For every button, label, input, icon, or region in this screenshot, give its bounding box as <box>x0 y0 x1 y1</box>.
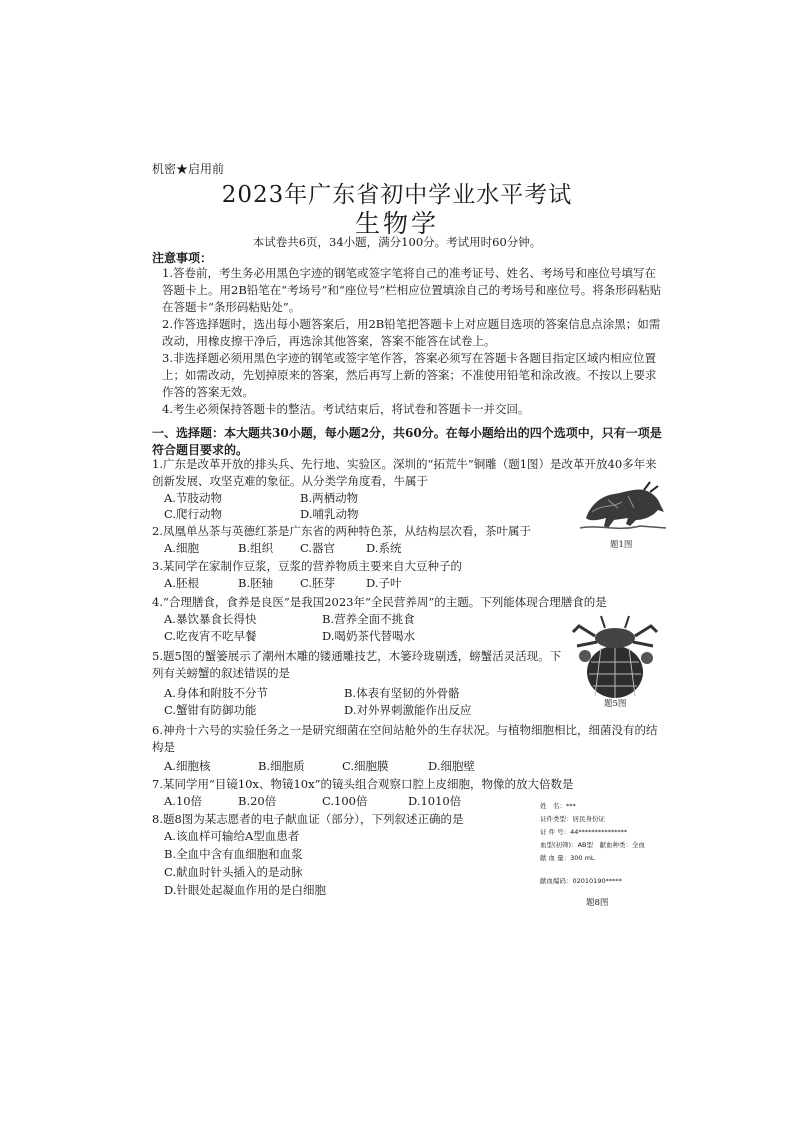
q4-option-b: B.营养全面不挑食 <box>322 612 415 626</box>
q7-option-b: B.20倍 <box>238 794 277 808</box>
q7-option-a: A.10倍 <box>164 794 203 808</box>
q5-option-a: A.身体和附肢不分节 <box>164 686 268 700</box>
notes-heading: 注意事项： <box>152 251 213 265</box>
q8-option-b: B.全血中含有血细胞和血浆 <box>164 847 303 861</box>
question-1-stem: 1.广东是改革开放的排头兵、先行地、实验区。深圳的“拓荒牛”铜雕（题1图）是改革开放40多年来创新发展、攻坚克难的象征。从分类学角度看，牛属于 <box>152 457 657 488</box>
q6-option-b: B.细胞质 <box>258 759 305 773</box>
exam-meta: 本试卷共6页，34小题，满分100分。考试用时60分钟。 <box>252 235 542 249</box>
blood-donation-card-figure <box>540 800 660 888</box>
q5-option-d: D.对外界刺激能作出反应 <box>344 703 472 717</box>
confidential-label: 机密★启用前 <box>152 162 225 176</box>
note-2: 2.作答选择题时，选出每小题答案后，用2B铅笔把答题卡上对应题目选项的答案信息点涂黑；如需改动，用橡皮擦干净后，再选涂其他答案，答案不能答在试卷上。 <box>162 317 661 348</box>
question-4-stem: 4.“合理膳食，食养是良医”是我国2023年“全民营养周”的主题。下列能体现合理膳食的是 <box>152 595 607 609</box>
q7-option-c: C.100倍 <box>322 794 368 808</box>
question-2-stem: 2.凤凰单丛茶与英德红茶是广东省的两种特色茶，从结构层次看，茶叶属于 <box>152 524 531 538</box>
bull-sculpture-figure <box>578 478 668 534</box>
note-4: 4.考生必须保持答题卡的整洁。考试结束后，将试卷和答题卡一并交回。 <box>162 402 530 416</box>
q2-option-d: D.系统 <box>366 541 402 555</box>
q3-option-d: D.子叶 <box>366 576 402 590</box>
question-8-stem: 8.题8图为某志愿者的电子献血证（部分），下列叙述正确的是 <box>152 812 464 826</box>
q2-option-c: C.器官 <box>300 541 336 555</box>
section-heading: 一、选择题：本大题共30小题，每小题2分，共60分。在每小题给出的四个选项中，只有一项是符合题目要求的。 <box>152 426 662 457</box>
card-id-number: 证 件 号：44*************** <box>540 828 628 836</box>
q4-option-d: D.喝奶茶代替喝水 <box>322 629 415 643</box>
q7-option-d: D.1010倍 <box>408 794 462 808</box>
subject-title: 生物学 <box>354 209 439 238</box>
figure-8-caption: 题8图 <box>586 898 609 908</box>
card-name: 姓 名：*** <box>540 802 576 810</box>
q6-option-a: A.细胞核 <box>164 759 211 773</box>
q8-option-d: D.针眼处起凝血作用的是白细胞 <box>164 883 326 897</box>
q2-option-b: B.组织 <box>238 541 274 555</box>
q1-option-d: D.哺乳动物 <box>300 507 359 521</box>
card-volume: 献 血 量：300 mL <box>540 854 595 862</box>
q1-option-a: A.节肢动物 <box>164 491 222 505</box>
note-3: 3.非选择题必须用黑色字迹的钢笔或签字笔作答，答案必须写在答题卡各题目指定区域内相应位置上；如需改动，先划掉原来的答案，然后再写上新的答案；不准使用铅笔和涂改液。不按以上要求作答的答案无效。 <box>162 351 657 399</box>
q3-option-b: B.胚轴 <box>238 576 274 590</box>
figure-1-caption: 题1图 <box>610 540 633 550</box>
q3-option-a: A.胚根 <box>164 576 199 590</box>
q3-option-c: C.胚芽 <box>300 576 336 590</box>
question-7-stem: 7.某同学用“目镜10x、物镜10x”的镜头组合观察口腔上皮细胞，物像的放大倍数是 <box>152 777 574 791</box>
q5-option-b: B.体表有坚韧的外骨骼 <box>344 686 460 700</box>
q6-option-d: D.细胞壁 <box>428 759 475 773</box>
q8-option-c: C.献血时针头插入的是动脉 <box>164 865 303 879</box>
crab-basket-figure <box>565 612 665 702</box>
q1-option-c: C.爬行动物 <box>164 507 223 521</box>
card-donation-code: 献血编码：02010190***** <box>540 877 622 885</box>
q4-option-a: A.暴饮暴食长得快 <box>164 612 257 626</box>
question-6-stem: 6.神舟十六号的实验任务之一是研究细菌在空间站舱外的生存状况。与植物细胞相比，细菌没有的结构是 <box>152 723 658 754</box>
exam-title: 2023年广东省初中学业水平考试 <box>221 182 573 208</box>
figure-5-caption: 题5图 <box>604 699 627 709</box>
q4-option-c: C.吃夜宵不吃早餐 <box>164 629 257 643</box>
q1-option-b: B.两栖动物 <box>300 491 359 505</box>
note-1: 1.答卷前，考生务必用黑色字迹的钢笔或签字笔将自己的准考证号、姓名、考场号和座位号填写在答题卡上。用2B铅笔在“考场号”和“座位号”栏相应位置填涂自己的考场号和座位号。将条形码粘贴在答题卡“条形码粘贴处”。 <box>162 266 662 314</box>
question-3-stem: 3.某同学在家制作豆浆，豆浆的营养物质主要来自大豆种子的 <box>152 559 462 573</box>
card-id-type: 证件类型：居民身份证 <box>540 815 605 823</box>
q6-option-c: C.细胞膜 <box>342 759 389 773</box>
question-5-stem: 5.题5图的蟹篓展示了潮州木雕的镂通雕技艺，木篓玲珑剔透，螃蟹活灵活现。下列有关螃蟹的叙述错误的是 <box>152 649 562 680</box>
q2-option-a: A.细胞 <box>164 541 199 555</box>
card-blood-type: 血型(初筛)：AB型 献血种类：全血 <box>540 841 645 849</box>
q5-option-c: C.蟹钳有防御功能 <box>164 703 257 717</box>
q8-option-a: A.该血样可输给A型血患者 <box>164 829 300 843</box>
